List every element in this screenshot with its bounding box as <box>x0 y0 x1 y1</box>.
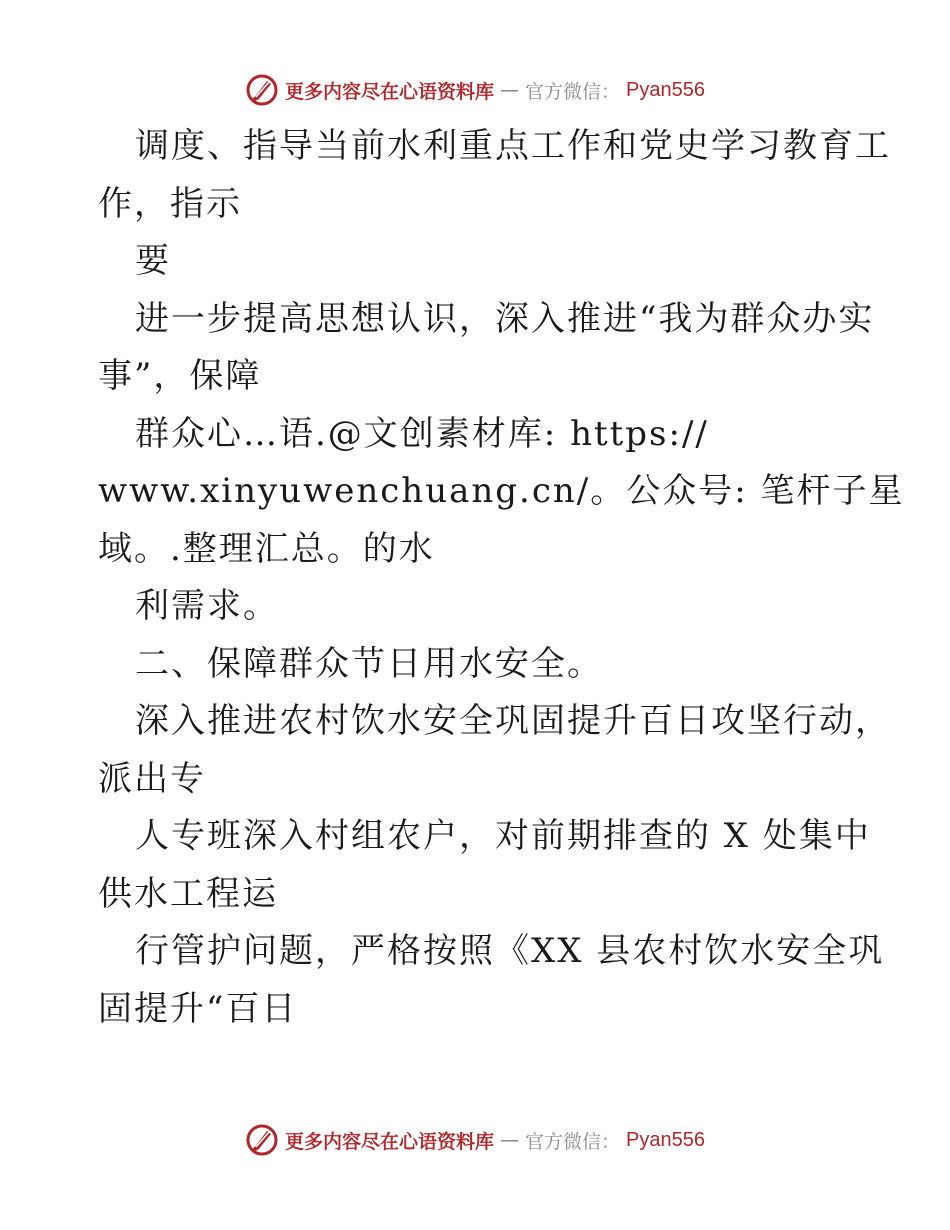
body-line-11: 深入推进农村饮水安全巩固提升百日攻坚行动， <box>135 701 891 741</box>
body-line-7: www.xinyuwenchuang.cn/。公众号: 笔杆子星 <box>98 471 905 511</box>
quill-pen-logo-icon <box>245 1123 279 1157</box>
body-line-15: 行管护问题，严格按照《XX 县农村饮水安全巩 <box>135 931 885 971</box>
body-line-16: 固提升“百日 <box>98 988 298 1029</box>
body-line-3: 要 <box>135 241 171 281</box>
body-line-6: 群众心…语.@文创素材库: https:// <box>135 413 709 454</box>
footer-banner <box>0 1120 950 1160</box>
footer-separator: — <box>500 1129 520 1151</box>
body-line-4: 进一步提高思想认识，深入推进“我为群众办实 <box>135 298 875 339</box>
footer-banner-inner <box>245 1123 705 1157</box>
body-line-8: 域。.整理汇总。的水 <box>98 528 435 569</box>
header-wechat-label: 官方微信： <box>525 80 621 103</box>
body-line-10: 二、保障群众节日用水安全。 <box>135 643 603 684</box>
header-separator: — <box>500 79 520 101</box>
body-line-12: 派出专 <box>98 758 206 799</box>
quill-pen-logo-icon <box>245 73 279 107</box>
header-wechat-id: Pyan556 <box>626 78 705 101</box>
body-line-2: 作，指示 <box>98 183 242 224</box>
document-body <box>98 118 905 1038</box>
body-line-1: 调度、指导当前水利重点工作和党史学习教育工 <box>135 126 891 166</box>
body-line-14: 供水工程运 <box>98 873 278 914</box>
footer-brand-text: 更多内容尽在心语资料库 <box>285 1130 495 1153</box>
footer-wechat-label: 官方微信： <box>525 1130 621 1153</box>
header-brand-text: 更多内容尽在心语资料库 <box>285 80 495 103</box>
footer-wechat-id: Pyan556 <box>626 1128 705 1151</box>
body-line-5: 事”，保障 <box>98 356 262 396</box>
header-banner-inner <box>245 73 705 107</box>
body-line-13: 人专班深入村组农户，对前期排查的 X 处集中 <box>135 816 871 856</box>
body-line-9: 利需求。 <box>135 586 279 626</box>
header-banner <box>0 70 950 110</box>
